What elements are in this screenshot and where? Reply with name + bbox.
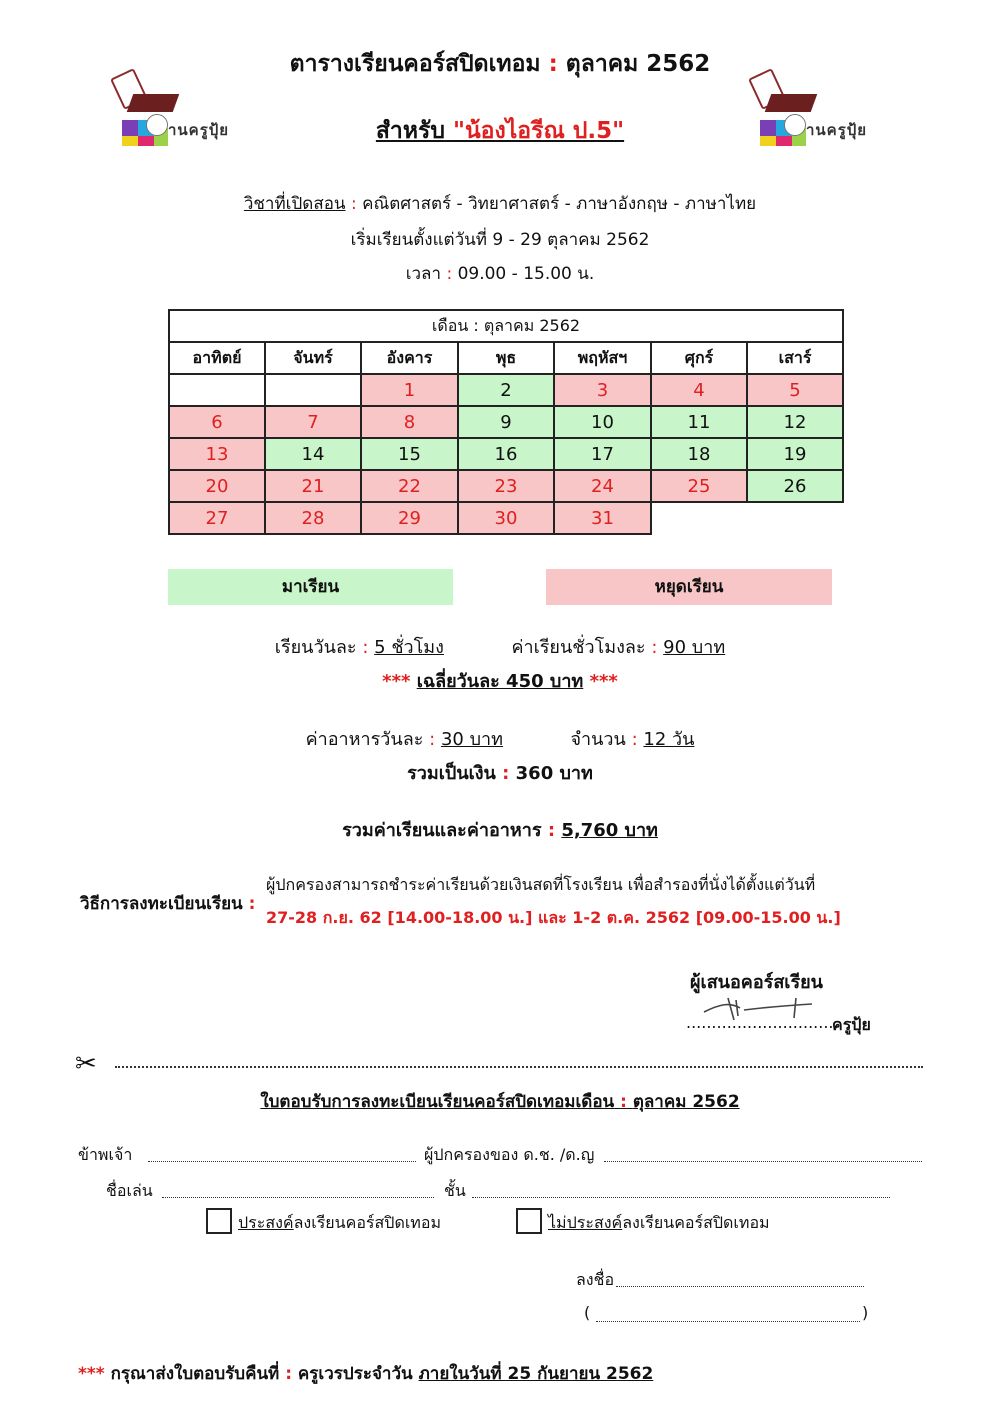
calendar-day-cell: 29 [361,502,458,534]
opt-in-label: ประสงค์ลงเรียนคอร์สปิดเทอม [238,1213,442,1232]
calendar-day-cell: 21 [265,470,361,502]
subjects-line: วิชาที่เปิดสอน : คณิตศาสตร์ - วิทยาศาสตร์ - ภาษาอังกฤษ - ภาษาไทย [243,194,757,214]
calendar-dayname: เสาร์ [747,342,843,374]
calendar-day-cell: 1 [361,374,458,406]
printed-name-field[interactable] [596,1321,860,1322]
grand-total: รวมค่าเรียนและค่าอาหาร : 5,760 บาท [342,820,658,841]
calendar-day-cell: 6 [169,406,265,438]
calendar-day-cell: 24 [554,470,651,502]
calendar-day-cell: 7 [265,406,361,438]
calendar-day-cell: 11 [651,406,747,438]
calendar-day-cell: 26 [747,470,843,502]
calendar-day-cell: 10 [554,406,651,438]
registration-text-1: ผู้ปกครองสามารถชำระค่าเรียนด้วยเงินสดที่โรงเรียน เพื่อสำรองที่นั่งได้ตั้งแต่วันที่ [266,875,816,894]
calendar-month-label: เดือน : ตุลาคม 2562 [169,310,843,342]
calendar-day-cell: 18 [651,438,747,470]
calendar-day-cell: 3 [554,374,651,406]
registration-text-2: 27-28 ก.ย. 62 [14.00-18.00 น.] และ 1-2 ต.ค. 2562 [09.00-15.00 น.] [266,908,841,927]
calendar-dayname: ศุกร์ [651,342,747,374]
signature-dots: .............................. [686,1013,839,1032]
calendar-day-cell: 8 [361,406,458,438]
calendar-day-cell: 20 [169,470,265,502]
daily-average: *** เฉลี่ยวันละ 450 บาท *** [382,671,618,692]
page-subtitle: สำหรับ "น้องไอรีณ ป.5" [375,118,625,144]
october-calendar [168,309,844,535]
calendar-day-cell: 31 [554,502,651,534]
calendar-dayname: พุธ [458,342,554,374]
time-line: เวลา : 09.00 - 15.00 น. [405,264,595,284]
meal-and-count: ค่าอาหารวันละ : 30 บาท จำนวน : 12 วัน [305,729,695,750]
calendar-day-cell [169,374,265,406]
calendar-day-cell: 23 [458,470,554,502]
cut-line [115,1066,923,1068]
opt-out-checkbox[interactable] [516,1208,542,1234]
calendar-empty [651,502,747,534]
sign-field[interactable] [616,1286,864,1287]
start-date-line: เริ่มเรียนตั้งแต่วันที่ 9 - 29 ตุลาคม 2562 [350,230,650,250]
page-title: ตารางเรียนคอร์สปิดเทอม : ตุลาคม 2562 [289,51,711,77]
legend-off: หยุดเรียน [546,569,832,605]
calendar-day-cell: 14 [265,438,361,470]
legend-study: มาเรียน [168,569,453,605]
calendar-day-cell: 15 [361,438,458,470]
reply-title: ใบตอบรับการลงทะเบียนเรียนคอร์สปิดเทอมเดือน : ตุลาคม 2562 [260,1092,740,1112]
name-field[interactable] [148,1161,416,1162]
calendar-dayname: อาทิตย์ [169,342,265,374]
meal-total: รวมเป็นเงิน : 360 บาท [407,763,593,784]
opt-in-checkbox[interactable] [206,1208,232,1234]
calendar-day-cell: 25 [651,470,747,502]
footer-note: *** กรุณาส่งใบตอบรับคืนที่ : ครูเวรประจำวัน ภายในวันที่ 25 กันยายน 2562 [78,1364,654,1384]
calendar-day-cell: 5 [747,374,843,406]
registration-label: วิธีการลงทะเบียนเรียน : [80,894,256,914]
calendar-day-cell: 19 [747,438,843,470]
i-label: ข้าพเจ้า [78,1145,133,1164]
nickname-field[interactable] [162,1197,434,1198]
calendar-day-cell: 16 [458,438,554,470]
calendar-day-cell: 27 [169,502,265,534]
calendar-day-cell: 28 [265,502,361,534]
calendar-day-cell: 12 [747,406,843,438]
scissors-icon: ✂ [75,1049,97,1079]
opt-out-label: ไม่ประสงค์ลงเรียนคอร์สปิดเทอม [548,1213,770,1232]
grade-label: ชั้น [444,1181,466,1200]
sign-label: ลงชื่อ [576,1270,615,1289]
calendar-dayname: อังคาร [361,342,458,374]
signer-name: ครูปุ้ย [832,1015,871,1034]
calendar-day-cell [265,374,361,406]
proposer-label: ผู้เสนอคอร์สเรียน [690,972,823,993]
paren-close: ) [862,1303,869,1322]
calendar-day-cell: 4 [651,374,747,406]
calendar-dayname: จันทร์ [265,342,361,374]
calendar-day-cell: 9 [458,406,554,438]
calendar-day-cell: 17 [554,438,651,470]
school-logo-left: านครูปุ้ย [112,66,230,146]
paren-open: ( [584,1303,591,1322]
calendar-day-cell: 2 [458,374,554,406]
student-name-field[interactable] [604,1161,922,1162]
calendar-dayname: พฤหัสฯ [554,342,651,374]
calendar-day-cell: 22 [361,470,458,502]
nickname-label: ชื่อเล่น [106,1181,153,1200]
hours-and-rate: เรียนวันละ : 5 ชั่วโมง ค่าเรียนชั่วโมงละ : 90 บาท [274,637,726,658]
grade-field[interactable] [472,1197,890,1198]
guardian-label: ผู้ปกครองของ ด.ช. /ด.ญ [424,1145,595,1164]
calendar-day-cell: 30 [458,502,554,534]
calendar-day-cell: 13 [169,438,265,470]
school-logo-right: านครูปุ้ย [750,66,868,146]
calendar-empty [747,502,843,534]
